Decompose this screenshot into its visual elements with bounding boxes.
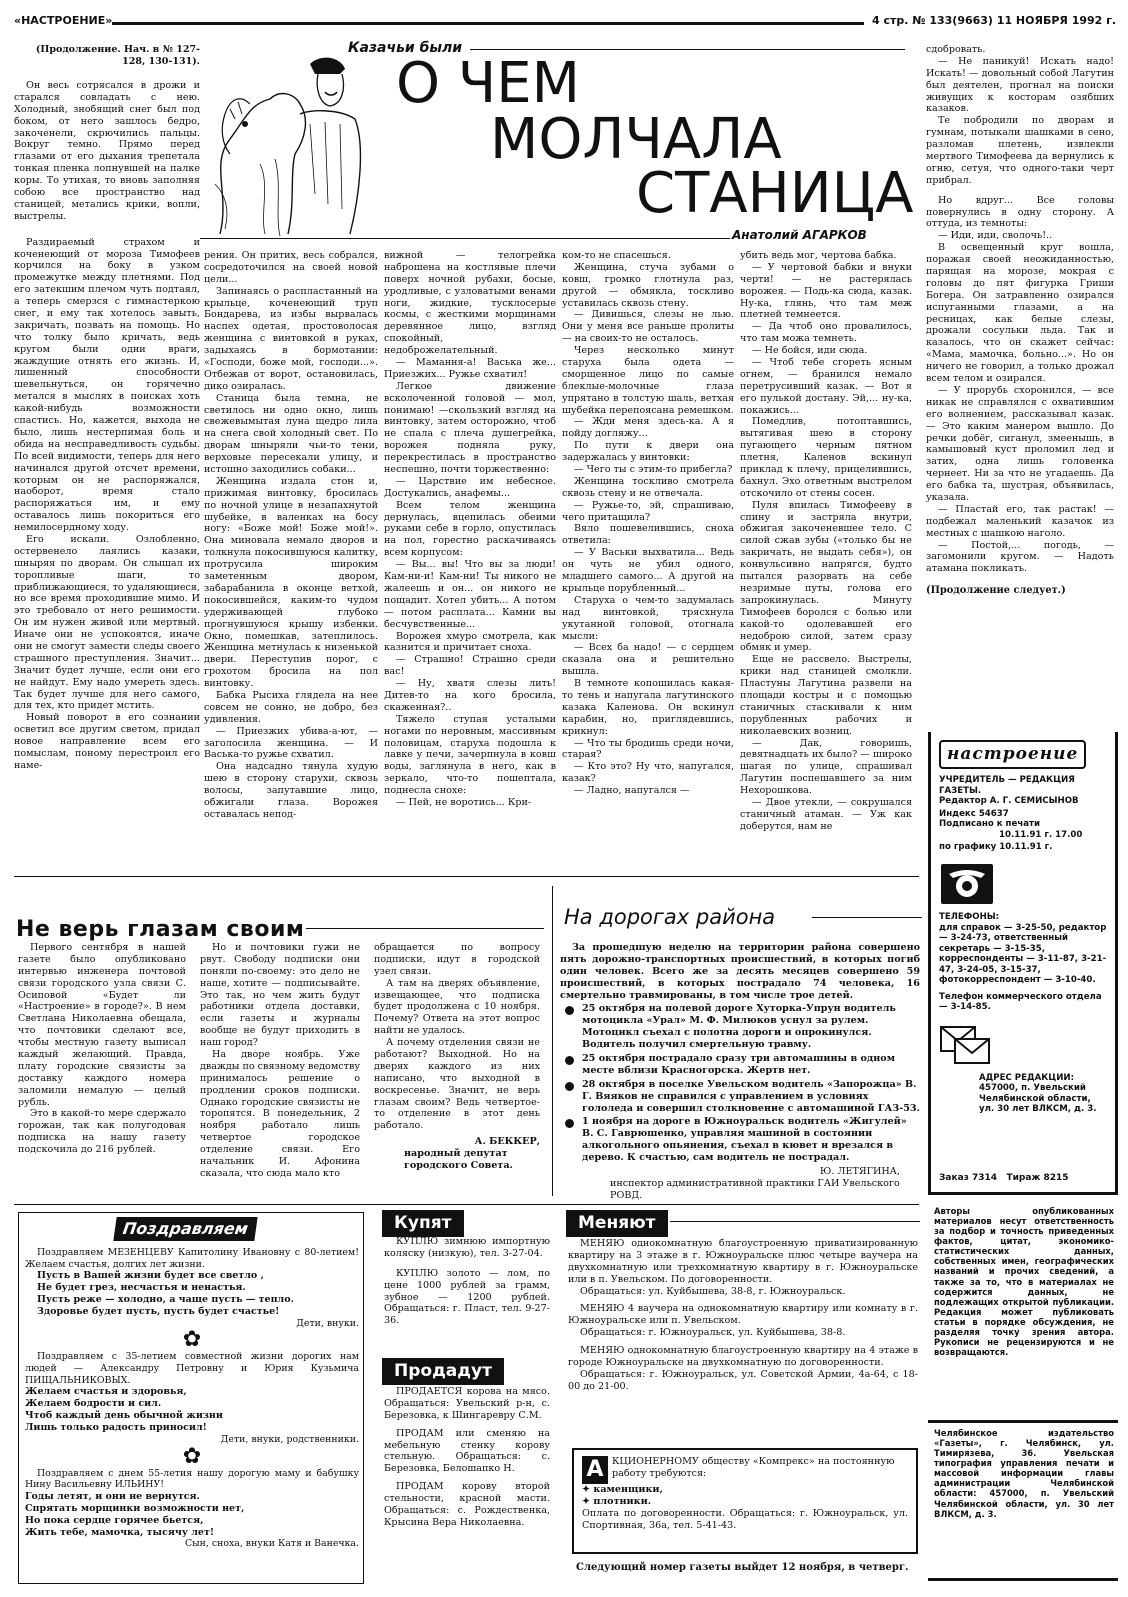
section-rule-2 bbox=[14, 1204, 919, 1205]
sell-title: Продадут bbox=[382, 1358, 504, 1385]
paragraph: — Пластай его, так растак! — подбежал маленький казачок из местных с шашкою наголо. bbox=[926, 503, 1114, 539]
paragraph: — Ладно, напугался — bbox=[574, 785, 690, 797]
paragraph: Она надсадно тянула худую шею в сторону старухи, сквозь волосы, запутавшие лицо, обжигали глаза. Ворожея оставалась непод- bbox=[204, 761, 378, 820]
paragraph: Женщина, стуча зубами о ковш, громко глотнула раз, другой — обмякла, тоскливо уставилась сквозь стену. bbox=[562, 261, 734, 309]
paragraph: Но и почтовики гужи не рвут. Свободу подписки они поняли по-своему: это дело не наше, хотите — подписывайте. Это так, но чем жить будут работники отдела доставки, если газеты и журналы вообще не будут приходить в наш город? bbox=[200, 942, 360, 1049]
swap-rule bbox=[670, 1221, 920, 1222]
address-text: 457000, п. Увельский Челябинской области, ул. 30 лет ВЛКСМ, д. 3. bbox=[979, 1083, 1097, 1115]
buy-title: Купят bbox=[382, 1210, 464, 1237]
imprint-signed: 10.11.91 г. 17.00 bbox=[999, 829, 1083, 840]
paragraph: — Не паникуй! Искать надо! Искать! — довольный собой Лагутин был деятелен, прогнал на поиски живущих к косторам озябших казаков. bbox=[926, 55, 1114, 115]
job-role: каменщики, bbox=[593, 1484, 663, 1495]
paragraph: — Двое утекли, — сокрушался станичный атаман. — Уж как доберутся, нам не bbox=[740, 796, 912, 832]
greeting-poem: Желаем счастья и здоровья, Желаем бодрости и сил. Чтоб каждый день обычной жизни Лишь только радость приносил! bbox=[25, 1386, 223, 1434]
imprint-editor: Редактор А. Г. СЕМИСЫНОВ bbox=[939, 796, 1079, 807]
imprint-founder: УЧРЕДИТЕЛЬ — РЕДАКЦИЯ ГАЗЕТЫ. bbox=[939, 775, 1075, 796]
printer-rule bbox=[928, 1578, 1118, 1581]
section-rule bbox=[14, 876, 919, 877]
cossack-illustration bbox=[200, 44, 370, 244]
paragraph: Старуха о чем-то задумалась над винтовкой, трясхнула укутанной головой, отогнала мысли: bbox=[562, 594, 734, 642]
phones-title: ТЕЛЕФОНЫ: bbox=[939, 912, 1000, 923]
imprint-phones bbox=[931, 908, 1115, 1012]
ad-contact: Обращаться: г. Южноуральск, ул. Советской Армии, 4а-64, с 18-00 до 21-00. bbox=[568, 1368, 918, 1392]
paragraph: — Кто это? Ну что, напугался, казак? bbox=[562, 761, 734, 785]
next-issue-note: Следующий номер газеты выйдет 12 ноября, в четверг. bbox=[576, 1562, 909, 1573]
paragraph: По пути к двери она задержалась у винтовки: bbox=[562, 440, 734, 464]
imprint-schedule: 10.11.91 г. bbox=[999, 841, 1053, 852]
paragraph: обращается по вопросу подписки, идут в городской узел связи. bbox=[374, 942, 540, 977]
paragraph: — Вы... вы! Что вы за люди! Кам-ни-и! Кам-ни! Ты никого не жалеешь и он... он никого не пощадит. Хотел убить... А потом — потом расплата... Камни вы бесчувственные... bbox=[384, 559, 556, 630]
greeting-poem: Пусть в Вашей жизни будет все светло , Не будет грез, несчастья и ненастья. Пусть реже — холодно, а чаще пусть — тепло. Здоровье будет пусть, пусть будет счастье! bbox=[37, 1270, 294, 1317]
ad-text: МЕНЯЮ однокомнатную благоустроенную квартиру на 4 этаже в городе Южноуральске на двухкомнатную по договоренности. bbox=[568, 1345, 918, 1369]
paragraph: Женщина тоскливо смотрела сквозь стену и не отвечала. bbox=[562, 475, 734, 499]
paragraph: — Постой,... погодь, — загомонили кругом. — Надоть атамана покликать. bbox=[926, 539, 1114, 575]
masthead-issue: 4 стр. № 133(9663) 11 НОЯБРЯ 1992 г. bbox=[872, 14, 1117, 27]
paragraph: рения. Он притих, весь собрался, сосредоточился на своей новой цели... bbox=[204, 250, 378, 285]
roads-title: На дорогах района bbox=[564, 905, 776, 929]
story-column-1 bbox=[14, 80, 200, 868]
sell-heading bbox=[382, 1358, 504, 1385]
flower-icon: ✿ bbox=[182, 1327, 202, 1353]
paragraph: — Иди, иди, сволочь!.. bbox=[938, 230, 1053, 242]
buy-ads bbox=[384, 1236, 550, 1356]
paragraph: А почему отделения связи не работают? Выходной. Но на дверях каждого из них написано, что выходной в воскресенье. Значит, не верь глазам своим? Ведь четвертое-то отделение в этот день работало. bbox=[374, 1037, 540, 1132]
masthead-rule bbox=[112, 22, 864, 25]
greetings-body bbox=[25, 1247, 359, 1579]
paragraph: — Царствие им небесное. Достукались, анафемы... bbox=[384, 475, 556, 499]
paragraph: — Ну, хватя слезы лить! Дитев-то на кого бросила, скаженная?.. bbox=[384, 678, 556, 713]
sell-ads bbox=[384, 1386, 550, 1586]
imprint-rule bbox=[928, 1192, 1118, 1195]
greeting-signature: Сын, сноха, внуки Катя и Ванечка. bbox=[184, 1538, 359, 1550]
greeting-signature: Дети, внуки, родственники. bbox=[220, 1433, 359, 1445]
disclaimer-rule bbox=[928, 1420, 1118, 1423]
author-rule bbox=[200, 238, 730, 239]
ad-contact: Обращаться: ул. Куйбышева, 38-8, г. Южноуральск. bbox=[580, 1285, 846, 1297]
greeting-text: Поздравляем с 35-летием совместной жизни дорогих нам людей — Александру Петровну и Юрия Кузьмича ПИЩАЛЬНИКОВЫХ. bbox=[25, 1351, 359, 1386]
buy-heading bbox=[382, 1210, 464, 1237]
paragraph: ком-то не спасешься. bbox=[562, 250, 671, 261]
story-column-3 bbox=[384, 250, 556, 868]
paragraph: В темноте копошилась какая-то тень и напугала лагутинского казака Каленова. Он вскинул карабин, но, приглядевшись, крикнул: bbox=[562, 678, 734, 737]
paragraph: — У Васьки выхватила... Ведь он чуть не убил одного, младшего самого... А другой на крыльце порубленный... bbox=[562, 547, 734, 594]
address-title: АДРЕС РЕДАКЦИИ: bbox=[979, 1072, 1075, 1083]
greeting-poem: Годы летят, и они не вернутся. Спрятать морщинки возможности нет, Но пока сердце горячее бьется, Жить тебе, мамочка, тысячу лет! bbox=[25, 1490, 245, 1538]
greeting-signature: Дети, внуки. bbox=[296, 1317, 359, 1329]
postal-column-2 bbox=[200, 942, 360, 1200]
ad-text: ПРОДАЕТСЯ корова на мясо. Обращаться: Увельский р-н, с. Березовка, к Шингаревру С.М. bbox=[384, 1386, 550, 1421]
roads-lead: За прошедшую неделю на территории района совершено пять дорожно-транспортных происшествий, в которых погиб один человек. Всего же за десять месяцев совершено 59 происшествий, в которых пострадало 74 человека, 16 смертельно травмированы, в том числе трое детей. bbox=[560, 942, 920, 1001]
swap-ads bbox=[568, 1238, 918, 1446]
paragraph: — Дивишься, слезы не лью. Они у меня все раньше пролиты — на своих-то не осталось. bbox=[562, 309, 734, 345]
story-author: Анатолий АГАРКОВ bbox=[732, 228, 867, 242]
order-number: Заказ 7314 bbox=[939, 1172, 998, 1183]
paragraph: Еще не рассвело. Выстрелы, крики над станицей смолкли. Пластуны Лагутина развели на площади костры и с помощью станичных стаскивали к ним порубленных рабочих и николаевских возниц. bbox=[740, 654, 912, 737]
paragraph: Через несколько минут старуха была одета — сморщенное лицо по самые блеклые-молочные глаза упрятано в толстую шаль, ветхая шубейка перепоясана ремешком. bbox=[562, 345, 734, 416]
paragraph: Вяло пошевелившись, сноха ответила: bbox=[562, 523, 734, 547]
paragraph: Его искали. Озлобленно, остервенело лаялись казаки, шныряя по дворам. Он слышал их торопливые шаги, то приближающиеся, то удаляющиеся, но все время проходившие мимо. И это требовало от него решимости. Он им нужен живой или мертвый. Иначе они не успокоятся, иначе они не смогут замести следы своего страшного преступления. Значит... Значит будет лучше, если они его не найдут. Ему надо умереть здесь. Так будет лучше для него самого, для тех, кто придет мстить. bbox=[14, 533, 200, 712]
paragraph: Он весь сотрясался в дрожи и старался совладать с нею. Холодный, знобящий снег был под боком, от него зашлось бедро, закоченели, скрючились пальцы. Вокруг темно. Прямо перед глазами от его дыхания трепетала тонкая пленка лопнувшей на палке коры. То утихая, то вновь заполняя собою все пространство над станицей, метались крики, вопли, выстрелы. bbox=[14, 80, 200, 222]
paragraph: — Не бойся, иди сюда. bbox=[752, 345, 868, 357]
greeting-text: Поздравляем с днем 55-летия нашу дорогую маму и бабушку Нину Васильевну ИЛЬИНУ! bbox=[25, 1467, 359, 1491]
roads-divider bbox=[552, 886, 553, 1196]
ad-text: ПРОДАМ корову второй стельности, красной масти. Обращаться: с. Рождественка, Крысина Вера Николаевна. bbox=[384, 1481, 550, 1528]
story-column-5 bbox=[740, 250, 912, 868]
ad-text: КУПЛЮ зимнюю импортную коляску (низкую), тел. 3-27-04. bbox=[384, 1236, 550, 1259]
story-column-4 bbox=[562, 250, 734, 868]
disclaimer: Авторы опубликованных материалов несут ответственность за подбор и точность приведенных фактов, цитат, экономико-статистических данных, собственных имен, географических названий и прочих сведений, а также за то, что в материалах не содержится данных, не подлежащих открытой публикации. Редакция может публиковать статьи в порядке обсуждения, не разделяя точку зрения автора. Рукописи не рецензируются и не возвращаются. bbox=[934, 1206, 1114, 1358]
continued-footer: (Продолжение следует.) bbox=[926, 585, 1066, 597]
paragraph: Те побродили по дворам и гумнам, потыкали шашками в сено, разломав плетень, извлекли мертвого Тимофеева да вернулись к огню, сетуя, что одного-таки черт прибрал. bbox=[926, 115, 1114, 186]
ad-text: МЕНЯЮ 4 ваучера на однокомнатную квартиру или комнату в г. Южноуральске или п. Увельском. bbox=[568, 1303, 918, 1327]
imprint-schedule-label: по графику bbox=[939, 841, 997, 852]
imprint-index: Индекс 54637 bbox=[939, 808, 1009, 819]
paragraph: — Да чтоб оно провалилось, что там можа темнеть. bbox=[740, 321, 912, 345]
story-column-6 bbox=[926, 44, 1114, 724]
paragraph: — Ружье-то, эй, спрашиваю, чего притащила? bbox=[562, 499, 734, 523]
imprint-signed-label: Подписано к печати bbox=[939, 819, 1041, 830]
paragraph: — Мамання-а! Васька же... Приезжих... Ружье схватил! bbox=[384, 357, 556, 380]
paragraph: Пуля впилась Тимофееву в спину и застряла внутри, обжигая закоченевшее тело. С силой сжав зубы («только бы не закричать, не выдать себя»), он конвульсивно напрягся, будто пытался разорвать на себе незримые путы, голова его запрокинулась. Минуту Тимофеев боролся с болью или какой-то одолевавшей его недоброю силой, затем сразу обмяк и умер. bbox=[740, 499, 912, 654]
paragraph: Станица была темна, не светилось ни одно окно, лишь свежевымытая луна щедро лила на снега свой холодный свет. По дворам шныряли чьи-то тени, верховые пересекали улицу, и истошно заходились собаки... bbox=[204, 392, 378, 476]
job-ad-initial: А bbox=[582, 1456, 608, 1484]
roads-item: 25 октября пострадало сразу три автомашины в одном месте вблизи Красногорска. Жертв нет. bbox=[560, 1053, 920, 1077]
flower-icon: ✿ bbox=[182, 1443, 202, 1469]
paragraph: Бабка Рысиха глядела на нее совсем не сонно, не добро, без удивления. bbox=[204, 689, 378, 725]
paragraph: Первого сентября в нашей газете было опубликовано интервью инженера почтовой связи городского узла связи С. Осиповой «Будет ли «Настроение» в городе?». В нем Светлана Николаевна обещала, что почтовики сделают все, чтобы местную газету выписал каждый желающий. Правда, плату городские связисты за доставку каждого номера заломили немалую — целый рубль. bbox=[18, 942, 186, 1108]
job-role: плотники. bbox=[593, 1495, 652, 1507]
paragraph: — Всех ба надо! — с сердцем сказала она и решительно вышла. bbox=[562, 642, 734, 678]
imprint-address bbox=[931, 1069, 1115, 1115]
roads-rule bbox=[812, 917, 922, 918]
paragraph: Это в какой-то мере сдержало горожан, так как полугодовая подписка на нашу газету подскочила до 216 рублей. bbox=[18, 1108, 186, 1156]
story-column-2 bbox=[204, 250, 378, 868]
story-title-line3: СТАНИЦА bbox=[636, 161, 914, 226]
paragraph: Помедлив, потоптавшись, вытягивая шею в сторону пугающего черным пятном плетня, Каленов вскинул приклад к плечу, прицелившись, бахнул. Эхо ответным выстрелом отскочило от стены сосен. bbox=[740, 416, 912, 499]
paragraph: Раздираемый страхом и коченеющий от мороза Тимофеев корчился на боку в узком промежутке между плетнями. Под его затекшим плечом чуть подтаял, а теперь смерзся с гимнастеркою снег, и ему так хотелось завыть, закричать, позвать на помощь. Но что толку было кричать, ведь кругом были одни враги, жаждущие отнять его жизнь. И, лишенный способности шевельнуться, он горячечно метался в мыслях в поисках хоть какой-нибудь возможности спастись. Но, кажется, выхода не было, лишь нестерпимая боль и обида на несправедливость судьбы. По всей видимости, теперь для него начинался другой отсчет времени, которым он не распоряжался, наоборот, время стало распоряжаться им, и ему оставалось лишь покориться его немилосердному ходу. bbox=[14, 236, 200, 534]
masthead-title: «НАСТРОЕНИЕ» bbox=[14, 14, 113, 27]
paragraph: — Пей, не воротись... Кри- bbox=[396, 796, 532, 808]
swap-heading bbox=[566, 1210, 668, 1237]
roads-author-title: инспектор административной практики ГАИ Увельского РОВД. bbox=[610, 1177, 900, 1201]
paragraph: — Жди меня здесь-ка. А я пойду догляжу... bbox=[562, 416, 734, 440]
paragraph: — Дак, говоришь, девятнадцать их было? — широко шагая по улице, спрашивал Лагутин поспешавшего за ним Нехорошкова. bbox=[740, 737, 912, 797]
paragraph: В освещенный круг вошла, поражая своей неожиданностью, парящая на морозе, мокрая с головы до пят фигурка Гриши Богера. Он затравленно озирался испуганными глазами, а на ресницах, как белые слезы, дрожали сосульки льда. Так и казалось, что он скажет сейчас: «Мама, мамочка, больно...». Но он ничего не говорил, а только дрожал всем телом и озирался. bbox=[926, 242, 1114, 385]
paragraph: — Что ты бродишь среди ночи, старая? bbox=[562, 737, 734, 761]
circulation: Тираж 8215 bbox=[1006, 1172, 1069, 1183]
greetings-logo: Поздравляем bbox=[113, 1217, 257, 1241]
story-title-line1: О ЧЕМ bbox=[396, 51, 580, 116]
paragraph: Запинаясь о распластанный на крыльце, коченеющий труп Бондарева, из избы вырвалась наспех одетая, простоволосая женщина с винтовкой в руках, задыхаясь в бормотании: «Господи, боже мой, господи...». Отбежав от ворот, остановилась, дико озиралась. bbox=[204, 285, 378, 392]
imprint-details bbox=[931, 775, 1115, 852]
imprint-logo: настроение bbox=[939, 740, 1086, 769]
job-ad-lead: КЦИОНЕРНОМУ обществу «Компрекс» на постоянную работу требуются: bbox=[612, 1456, 895, 1479]
roads-body bbox=[560, 942, 920, 1201]
roads-item: 25 октября на полевой дороге Хуторка-Упрун водитель мотоцикла «Урал» М. Ф. Милюков уснул за рулем. Мотоцикл съехал с полотна дороги и опрокинулся. Водитель получил смертельную травму. bbox=[560, 1003, 920, 1051]
paragraph: А там на дверях объявление, извещающее, что подписка будет продолжена с 10 ноября. Почему? Ответа на этот вопрос найти не удалось. bbox=[374, 977, 540, 1037]
roads-author: Ю. ЛЕТЯГИНА, bbox=[819, 1166, 900, 1178]
ad-text: МЕНЯЮ однокомнатную благоустроенную приватизированную квартиру на 3 этаже в г. Южноуральске плюс четыре ваучера на двухкомнатную или трехкомнатную квартиру в г. Южноуральске или в п. Увельском. По договоренности. bbox=[568, 1238, 918, 1285]
postal-author: А. БЕККЕР, bbox=[474, 1136, 540, 1148]
paragraph: Женщина издала стон и, прижимая винтовку, бросилась по ночной улице в незапахнутой шубейке, в валенках на босу ногу: «Боже мой! Боже мой!». Она миновала немало дворов и толкнула покосившуюся калитку, протрусила широким заметенным двором, забарабанила в оконце ветхой, покосившейся, каким-то чудом удерживающей глубоко прогнувшуюся крышу избенки. Окно, помешкав, затеплилось. Женщина метнулась к низенькой двери. Переступив порог, с грохотом бросила на пол винтовку. bbox=[204, 475, 378, 690]
story-rubric: Казачьи были bbox=[348, 40, 463, 56]
paragraph: Но вдруг... Все головы повернулись в одну сторону. А оттуда, из темноты: bbox=[926, 194, 1114, 230]
paragraph: — У чертовой бабки и внуки черти! — не растерялась ворожея. — Подь-ка сюда, казак. Ну-ка, глянь, что там меж плетней темнеется. bbox=[740, 261, 912, 321]
ad-text: КУПЛЮ золото — лом, по цене 1000 рублей за грамм, зубное — 1200 рублей. Обращаться: г. Пласт, тел. 9-27-36. bbox=[384, 1267, 550, 1327]
phones-list: для справок — 3-25-50, редактор — 3-24-73, ответственный секретарь — 3-15-35, корреспонденты — 3-11-87, 3-21-47, 3-24-05, 3-15-37, фотокорреспондент — 3-10-40. bbox=[939, 922, 1107, 986]
story-title-line2: МОЛЧАЛА bbox=[490, 107, 782, 172]
paragraph: — Чего ты с этим-то прибегла? bbox=[574, 464, 733, 476]
paragraph: — Страшно! Страшно среди вас! bbox=[384, 654, 556, 678]
paragraph: сдобровать. bbox=[926, 44, 986, 55]
printer-info: Челябинское издательство «Газеты», г. Челябинск, ул. Тимирязева, 36. Увельская типография управления печати и массовой информации главы администрации Челябинской области: 457000, п. Увельский Челябинской области, ул. 30 лет ВЛКСМ, д. 3. bbox=[934, 1428, 1114, 1519]
continued-note: (Продолжение. Нач. в № 127-128, 130-131). bbox=[35, 44, 200, 67]
paragraph: Легкое движение всколоченной головой — мол, понимаю! —скользкий взгляд на винтовку, затем осторожно, чтоб не спала с плеча душегрейка, ворожея подняла руку, перекрестилась в пространство неспешно, почти торжественно: bbox=[384, 380, 556, 476]
postal-column-1 bbox=[18, 942, 186, 1200]
job-ad-contact: Оплата по договоренности. Обращаться: г. Южноуральск, ул. Спортивная, 36а, тел. 5-41-43. bbox=[582, 1507, 908, 1531]
imprint-box bbox=[928, 732, 1118, 1192]
postal-title: Не верь глазам своим bbox=[16, 917, 305, 942]
paragraph: — У прорубь схоронился, — все никак не справлялся с охватившим его волнением, рассказывал казак. — Это каким манером вышло. До речки добёг, сиганул, змеенышь, в камышовый куст проломил лед и затих, одна лишь головенка чернеет. Ни за что не угадаешь. Да его бабка та, шустрая, объявилась, указала. bbox=[926, 384, 1114, 503]
paragraph: Новый поворот в его сознании осветил все другим светом, придал новое направление всем его помыслам, поному перестроил его наме- bbox=[14, 712, 200, 771]
roads-item: 1 ноября на дороге в Южноуральск водитель «Жигулей» В. С. Гаврюшенко, управляя машиной в состоянии алкогольного опьянения, съехал в кювет и врезался в дерево. К счастью, сам водитель не пострадал. bbox=[560, 1116, 920, 1164]
roads-item: 28 октября в поселке Увельском водитель «Запорожца» В. Г. Вяяков не справился с управлением в условиях гололеда и совершил столкновение с автомашиной ГАЗ-53. bbox=[560, 1079, 920, 1115]
paragraph: — Чтоб тебе сгореть ясным огнем, — бранился немало перетрусивший казак. — Вот я его пулькой достану. Эй,... ну-ка, покажись... bbox=[740, 357, 912, 416]
paragraph: Всем телом женщина дернулась, вцепилась обеими руками себе в горло, опустилась на пол, горестно раскачиваясь всем корпусом: bbox=[384, 499, 556, 559]
postal-author-title: народный депутат городского Совета. bbox=[404, 1148, 513, 1172]
bullet-icon: ✦ bbox=[582, 1495, 594, 1507]
paragraph: убить ведь мог, чертова бабка. bbox=[740, 250, 897, 261]
ad-contact: Обращаться: г. Южноуральск, ул. Куйбышева, 38-8. bbox=[580, 1327, 846, 1339]
job-ad-box bbox=[572, 1448, 918, 1554]
greetings-box bbox=[18, 1212, 364, 1584]
paragraph: Тяжело ступая усталыми ногами по неровным, массивным половицам, старуха подошла к лавке у печи, зачерпнула в ковш воды, заглянула в него, как в зеркало, что-то пошептала, поднесла снохе: bbox=[384, 713, 556, 797]
greeting-text: Поздравляем МЕЗЕНЦЕВУ Капитолину Ивановну с 80-летием! Желаем счастья, долгих лет жизни. bbox=[25, 1247, 359, 1270]
phone-ads: Телефон коммерческого отдела — 3-14-85. bbox=[939, 991, 1102, 1013]
bullet-icon: ✦ bbox=[582, 1484, 594, 1495]
paragraph: На дворе ноябрь. Уже дважды по связному ведомству принималось решение о продлении сроков подписки. Однако городские связисты не торопятся. В понедельник, 2 ноября работало лишь четвертое городское отделение связи. Его начальник И. Афонина сказала, что сюда мало кто bbox=[200, 1049, 361, 1179]
postal-column-3 bbox=[374, 942, 540, 1200]
postal-rule bbox=[306, 928, 544, 929]
paragraph: — Приезжих убива-а-ют, — заголосила женщина. — И Васька-то ружье схватил. bbox=[204, 725, 378, 761]
phone-icon bbox=[941, 864, 1115, 908]
swap-title: Меняют bbox=[566, 1210, 668, 1237]
envelope-icon bbox=[941, 1025, 1115, 1069]
ad-text: ПРОДАМ или сменяю на мебельную стенку корову стельную. Обращаться: с. Березовка, Белошапко Н. bbox=[384, 1427, 550, 1475]
rubric-rule bbox=[470, 49, 905, 50]
paragraph: Ворожея хмуро смотрела, как казнится и причитает сноха. bbox=[384, 630, 556, 654]
paragraph: вижной — телогрейка наброшена на костлявые плечи поверх ночной рубахи, босые, уродливые, с узловатыми венами ноги, жидкие, тусклосерые космы, с жесткими морщинами деревянное лицо, взгляд спокойный, недоброжелательный. bbox=[384, 250, 556, 357]
